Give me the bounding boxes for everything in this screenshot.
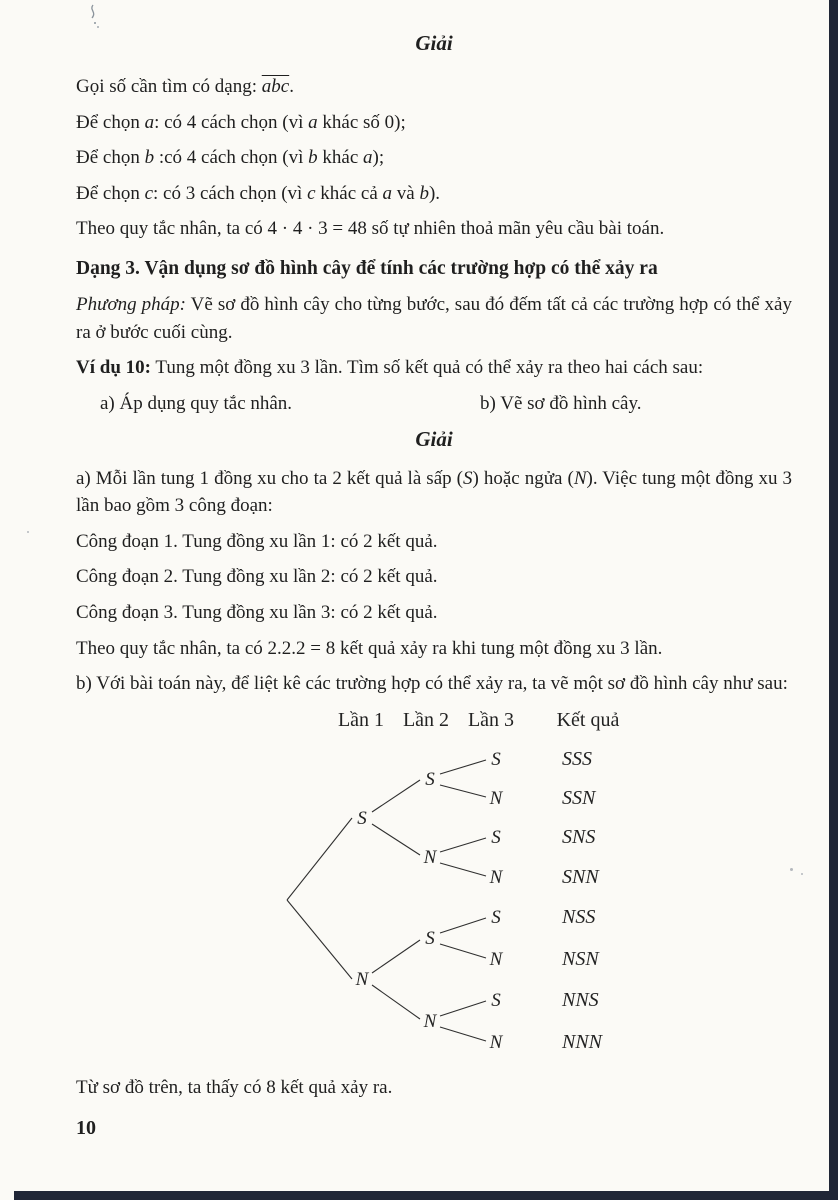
- var-c: c: [307, 182, 316, 204]
- tree-leaf-5: S: [491, 906, 501, 928]
- text-run: : có 3 cách chọn (vì: [153, 182, 308, 204]
- tree-result-sss: SSS: [562, 747, 592, 770]
- section-heading-dang3: Dạng 3. Vận dụng sơ đồ hình cây để tính các trường hợp có thể xảy ra: [76, 258, 658, 280]
- scan-edge-right: [829, 0, 838, 1200]
- tree-node-l2-ss: S: [425, 768, 435, 790]
- text-run: khác cả: [315, 182, 383, 204]
- scan-edge-bottom: [14, 1191, 838, 1200]
- var-a: a: [363, 147, 373, 169]
- line-cong-doan-2: Công đoạn 2. Tung đồng xu lần 2: có 2 kết quả.: [76, 566, 438, 588]
- tree-node-l1-n: N: [355, 968, 369, 990]
- tree-header-lan2: Lần 2: [402, 708, 450, 731]
- tree-leaf-7: S: [491, 989, 501, 1011]
- tree-leaf-1: S: [491, 748, 501, 770]
- text-run: ).: [428, 182, 441, 204]
- tree-result-snn: SNN: [562, 865, 599, 888]
- method-paragraph: [76, 291, 792, 346]
- tree-result-nnn: NNN: [562, 1030, 603, 1053]
- tree-node-l2-ns: S: [425, 927, 435, 949]
- var-a: a: [308, 111, 318, 133]
- text-run: khác số 0);: [317, 111, 406, 133]
- tree-leaf-4: N: [489, 866, 503, 888]
- scan-speck: [790, 868, 793, 871]
- line-cong-doan-3: Công đoạn 3. Tung đồng xu lần 3: có 2 kết quả.: [76, 602, 438, 623]
- page-number: 10: [76, 1117, 96, 1140]
- tree-header-lan1: Lần 1: [337, 708, 385, 731]
- line-cong-doan-1: Công đoạn 1. Tung đồng xu lần 1: có 2 kết quả.: [76, 530, 438, 552]
- text-run: Để chọn: [76, 111, 145, 133]
- coin-toss-tree-svg: [262, 702, 662, 1064]
- line-chon-b: [76, 144, 792, 172]
- tree-result-nns: NNS: [562, 988, 599, 1011]
- scan-speck: [27, 531, 29, 533]
- tree-leaf-8: N: [489, 1031, 503, 1053]
- answer-options-row: [76, 390, 792, 418]
- text-run: .: [289, 76, 294, 98]
- tree-node-l2-sn: N: [423, 846, 437, 868]
- tree-diagram: [262, 702, 792, 1066]
- line-chon-c: [76, 180, 792, 208]
- text-run: ) hoặc ngửa (: [472, 467, 574, 489]
- solution-heading-2: Giải: [415, 426, 453, 451]
- tree-result-ssn: SSN: [562, 786, 596, 809]
- line-goi-so: [76, 73, 792, 101]
- text-run: Gọi số cần tìm có dạng:: [76, 76, 262, 98]
- text-run: );: [372, 147, 385, 169]
- line-chon-a: [76, 109, 792, 137]
- tree-leaf-3: S: [491, 826, 501, 848]
- scan-pen-mark: [84, 2, 106, 30]
- text-run: khác: [317, 147, 364, 169]
- text-run: :có 4 cách chọn (vì: [154, 147, 309, 169]
- tree-node-l1-s: S: [357, 807, 367, 829]
- line-quy-tac-nhan-2: Theo quy tắc nhân, ta có 2.2.2 = 8 kết quả xảy ra khi tung một đồng xu 3 lần.: [76, 637, 663, 659]
- tree-header-ketqua: Kết quả: [556, 708, 620, 731]
- part-b-paragraph: b) Với bài toán này, để liệt kê các trường hợp có thể xảy ra, ta vẽ một sơ đồ hình cây như sau:: [76, 673, 788, 695]
- var-s: S: [462, 467, 473, 489]
- text-run: Tung một đồng xu 3 lần. Tìm số kết quả có thể xảy ra theo hai cách sau:: [150, 357, 704, 379]
- conclusion-line: Từ sơ đồ trên, ta thấy có 8 kết quả xảy ra.: [76, 1076, 393, 1098]
- var-a: a: [382, 182, 393, 204]
- text-run: Để chọn: [76, 147, 145, 169]
- tree-result-nss: NSS: [562, 905, 596, 928]
- text-run: và: [392, 182, 420, 204]
- line-quy-tac-nhan-1: Theo quy tắc nhân, ta có 4 · 4 · 3 = 48 số tự nhiên thoả mãn yêu cầu bài toán.: [76, 218, 665, 240]
- tree-node-l2-nn: N: [423, 1010, 437, 1032]
- example-10-label: Ví dụ 10:: [76, 357, 151, 379]
- text-run: Vẽ sơ đồ hình cây cho từng bước, sau đó đếm tất cả các trường hợp có thể xảy ra ở bước cuối cùng.: [76, 294, 792, 343]
- var-b: b: [308, 147, 318, 169]
- option-b: b) Vẽ sơ đồ hình cây.: [480, 392, 642, 414]
- tree-header-lan3: Lần 3: [467, 708, 515, 731]
- var-c: c: [144, 182, 154, 204]
- var-b: b: [419, 182, 429, 204]
- tree-leaf-2: N: [489, 787, 503, 809]
- part-a-paragraph: [76, 465, 792, 520]
- tree-result-nsn: NSN: [562, 947, 599, 970]
- text-run: a) Mỗi lần tung 1 đồng xu cho ta 2 kết quả là sấp (: [76, 467, 463, 489]
- tree-result-sns: SNS: [562, 825, 596, 848]
- var-n: N: [573, 467, 587, 489]
- solution-heading-1: Giải: [415, 31, 453, 55]
- var-a: a: [144, 111, 155, 133]
- option-a: a) Áp dụng quy tắc nhân.: [100, 392, 293, 414]
- text-run: : có 4 cách chọn (vì: [154, 111, 309, 133]
- example-10-paragraph: [76, 354, 792, 382]
- method-label: Phương pháp:: [76, 294, 186, 316]
- tree-branch-lines: [287, 760, 486, 1041]
- text-run: ). Việc tung một đồng xu 3 lần bao gồm 3 công đoạn:: [76, 467, 792, 517]
- var-b: b: [144, 147, 155, 169]
- scan-speck: [801, 873, 803, 875]
- abc-overline: $\overline{abc}$: [261, 76, 290, 98]
- tree-leaf-6: N: [489, 948, 503, 970]
- text-run: Để chọn: [76, 182, 145, 204]
